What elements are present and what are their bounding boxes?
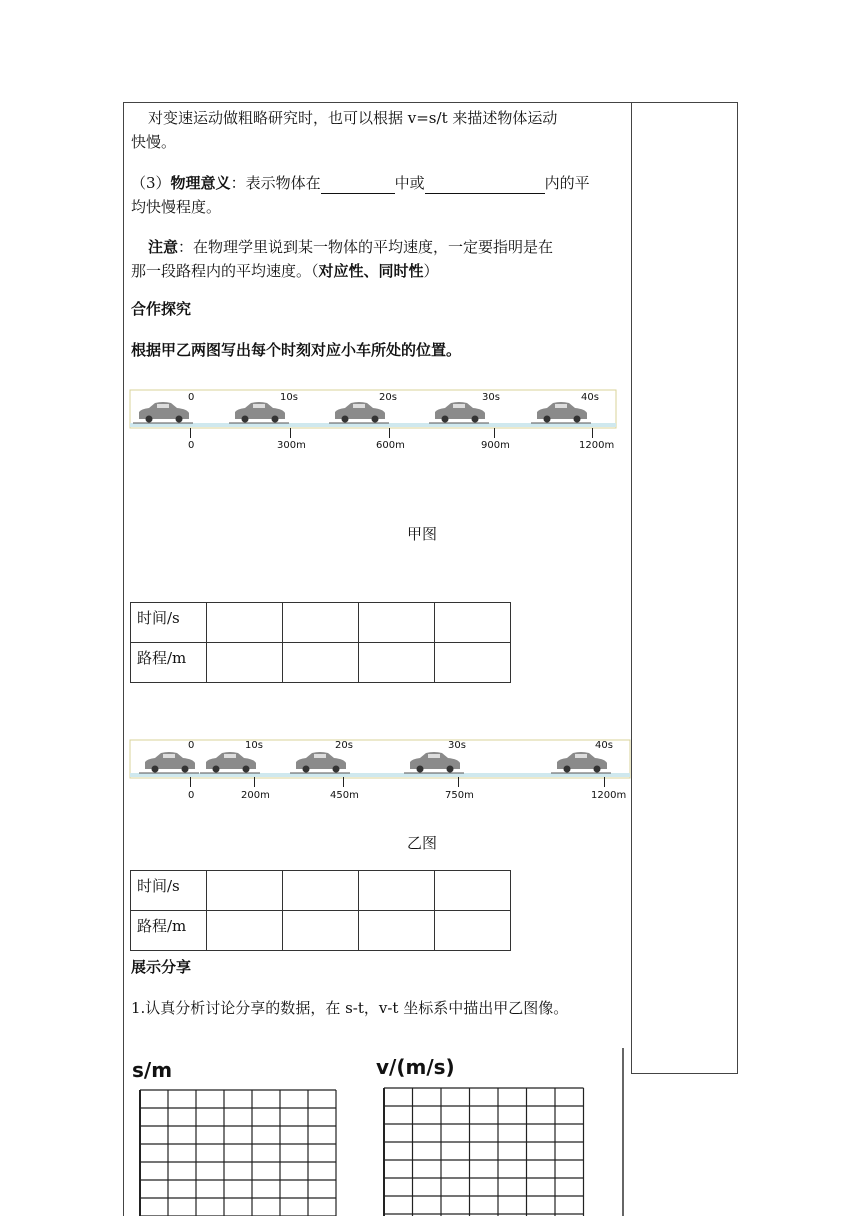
time-label: 0 — [188, 740, 195, 751]
distance-label: 1200m — [591, 790, 627, 801]
time-label: 0 — [188, 392, 195, 403]
figure-yi-strip — [129, 735, 632, 805]
time-label: 20s — [335, 740, 353, 751]
distance-label: 900m — [481, 440, 510, 451]
table-row — [131, 911, 511, 951]
distance-tick — [494, 428, 495, 438]
distance-label: 200m — [241, 790, 270, 801]
paragraph-variable-motion: 对变速运动做粗略研究时，也可以根据 v=s/t 来描述物体运动 — [148, 109, 558, 127]
figure-yi-caption: 乙图 — [407, 834, 438, 852]
time-label: 10s — [245, 740, 263, 751]
table-cell-header: 时间/s — [131, 603, 207, 643]
distance-tick — [604, 777, 605, 787]
table-cell[interactable] — [435, 871, 511, 911]
car-icon — [329, 402, 389, 423]
table-cell[interactable] — [283, 911, 359, 951]
figure-jia-strip — [129, 385, 619, 455]
table-border-bottom — [631, 1073, 738, 1074]
table-cell[interactable] — [283, 603, 359, 643]
table-cell[interactable] — [207, 871, 283, 911]
table-cell[interactable] — [207, 911, 283, 951]
vt-graph-label: v/(m/s) — [376, 1055, 455, 1079]
table-cell[interactable] — [283, 871, 359, 911]
distance-label: 0 — [188, 790, 195, 801]
distance-label: 300m — [277, 440, 306, 451]
distance-label: 450m — [330, 790, 359, 801]
time-label: 30s — [448, 740, 466, 751]
distance-tick — [290, 428, 291, 438]
distance-label: 1200m — [579, 440, 615, 451]
table-border-right — [737, 103, 738, 1073]
car-icon — [229, 402, 289, 423]
car-icon — [133, 402, 193, 423]
table-cell[interactable] — [359, 643, 435, 683]
table-row — [131, 871, 511, 911]
table-cell-header: 路程/m — [131, 911, 207, 951]
section-title-show-share: 展示分享 — [131, 958, 192, 976]
table-yi — [130, 870, 511, 951]
distance-tick — [254, 777, 255, 787]
table-row — [131, 643, 511, 683]
distance-tick — [190, 428, 191, 438]
time-label: 10s — [280, 392, 298, 403]
section-title-cooperative-inquiry: 合作探究 — [131, 300, 192, 318]
table-border-middle — [631, 103, 632, 1073]
car-icon — [290, 752, 350, 773]
table-cell[interactable] — [435, 603, 511, 643]
table-cell[interactable] — [283, 643, 359, 683]
paragraph-note-line2: 那一段路程内的平均速度。（对应性、同时性） — [131, 262, 439, 280]
table-cell[interactable] — [207, 643, 283, 683]
distance-tick — [458, 777, 459, 787]
table-cell[interactable] — [359, 911, 435, 951]
task2-instruction: 1.认真分析讨论分享的数据，在 s-t，v-t 坐标系中描出甲乙图像。 — [131, 999, 569, 1017]
vt-graph-grid[interactable] — [382, 1086, 586, 1216]
time-label: 20s — [379, 392, 397, 403]
paragraph-physical-meaning-line2: 均快慢程度。 — [131, 198, 222, 216]
distance-tick — [389, 428, 390, 438]
distance-label: 600m — [376, 440, 405, 451]
distance-tick — [190, 777, 191, 787]
table-cell[interactable] — [435, 911, 511, 951]
car-icon — [551, 752, 611, 773]
st-graph-label: s/m — [132, 1058, 173, 1082]
distance-tick — [343, 777, 344, 787]
table-border-left — [123, 103, 124, 1216]
time-label: 40s — [581, 392, 599, 403]
table-cell-header: 路程/m — [131, 643, 207, 683]
car-icon — [200, 752, 260, 773]
car-icon — [404, 752, 464, 773]
time-label: 30s — [482, 392, 500, 403]
car-icon — [139, 752, 199, 773]
figure-jia-caption: 甲图 — [407, 525, 438, 543]
page-divider-line — [622, 1048, 624, 1216]
table-cell[interactable] — [207, 603, 283, 643]
paragraph-variable-motion-line2: 快慢。 — [131, 133, 177, 151]
paragraph-physical-meaning: （3）物理意义：表示物体在 中或 内的平 — [131, 174, 590, 192]
table-row — [131, 603, 511, 643]
table-cell[interactable] — [359, 603, 435, 643]
distance-tick — [592, 428, 593, 438]
table-cell-header: 时间/s — [131, 871, 207, 911]
distance-label: 750m — [445, 790, 474, 801]
table-border-top — [123, 102, 738, 103]
time-label: 40s — [595, 740, 613, 751]
fill-blank-1[interactable] — [321, 175, 395, 194]
car-icon — [531, 402, 591, 423]
table-cell[interactable] — [359, 871, 435, 911]
table-jia — [130, 602, 511, 683]
fill-blank-2[interactable] — [425, 175, 545, 194]
distance-label: 0 — [188, 440, 195, 451]
st-graph-grid[interactable] — [138, 1088, 338, 1216]
task-instruction: 根据甲乙两图写出每个时刻对应小车所处的位置。 — [131, 341, 462, 359]
paragraph-note: 注意：在物理学里说到某一物体的平均速度，一定要指明是在 — [148, 238, 554, 256]
car-icon — [429, 402, 489, 423]
table-cell[interactable] — [435, 643, 511, 683]
